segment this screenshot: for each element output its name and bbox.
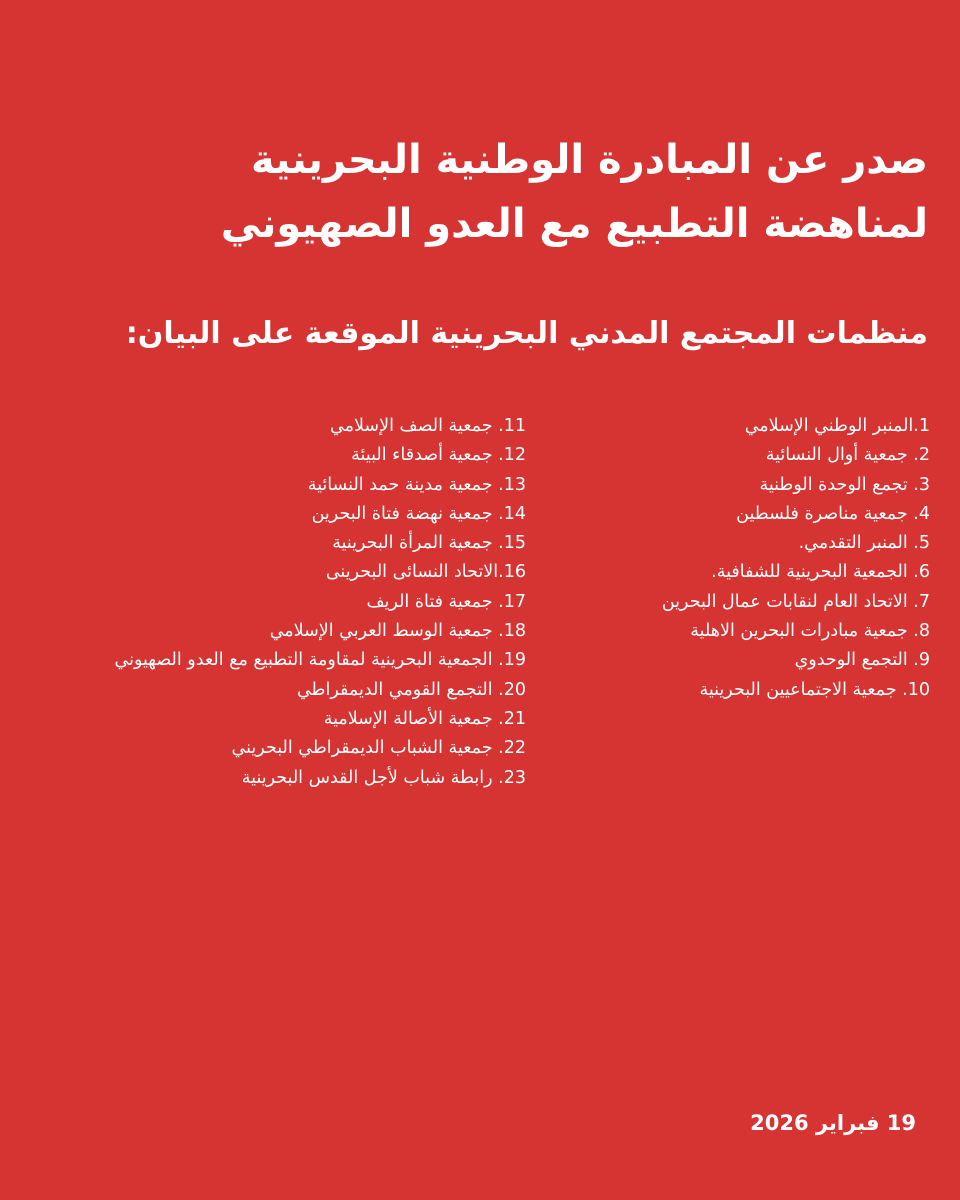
- list-item: 12. جمعية أصدقاء البيئة: [351, 445, 526, 466]
- list-item: 2. جمعية أوال النسائية: [765, 445, 930, 466]
- list-item: 5. المنبر التقدمي.: [798, 533, 930, 554]
- list-item: 18. جمعية الوسط العربي الإسلامي: [269, 621, 526, 642]
- list-item: 3. تجمع الوحدة الوطنية: [759, 474, 930, 495]
- organizations-list-column-1: [590, 412, 930, 705]
- list-item: 9. التجمع الوحدوي: [794, 650, 930, 671]
- publication-date: 19 فبراير 2026: [750, 1111, 916, 1135]
- headline-line-2: لمناهضة التطبيع مع العدو الصهيوني: [220, 201, 928, 247]
- list-item: 23. رابطة شباب لأجل القدس البحرينية: [241, 767, 526, 788]
- headline-line-1: صدر عن المبادرة الوطنية البحرينية: [251, 137, 928, 183]
- list-item: 8. جمعية مبادرات البحرين الاهلية: [690, 621, 930, 642]
- list-item: 21. جمعية الأصالة الإسلامية: [323, 708, 526, 729]
- list-item: 1.المنبر الوطني الإسلامي: [744, 416, 930, 436]
- list-item: 14. جمعية نهضة فتاة البحرين: [311, 503, 526, 524]
- list-item: 10. جمعية الاجتماعيين البحرينية: [699, 679, 930, 700]
- list-item: 19. الجمعية البحرينية لمقاومة التطبيع مع العدو الصهيوني: [114, 650, 526, 671]
- headline: [48, 128, 928, 256]
- signatories-heading: منظمات المجتمع المدني البحرينية الموقعة على البيان:: [125, 316, 928, 351]
- list-item: 7. الاتحاد العام لنقابات عمال البحرين: [661, 591, 930, 612]
- list-item: 15. جمعية المرأة البحرينية: [332, 533, 526, 554]
- list-item: 11. جمعية الصف الإسلامي: [330, 416, 526, 436]
- organizations-list-column-2: [40, 412, 526, 793]
- list-item: 13. جمعية مدينة حمد النسائية: [307, 474, 526, 495]
- list-item: 20. التجمع القومي الديمقراطي: [296, 679, 526, 700]
- list-item: 17. جمعية فتاة الريف: [366, 591, 526, 612]
- list-item: 16.الاتحاد النسائى البحرينى: [325, 562, 526, 583]
- list-item: 4. جمعية مناصرة فلسطين: [736, 503, 930, 524]
- list-item: 6. الجمعية البحرينية للشفافية.: [711, 562, 930, 583]
- list-item: 22. جمعية الشباب الديمقراطي البحريني: [231, 738, 526, 759]
